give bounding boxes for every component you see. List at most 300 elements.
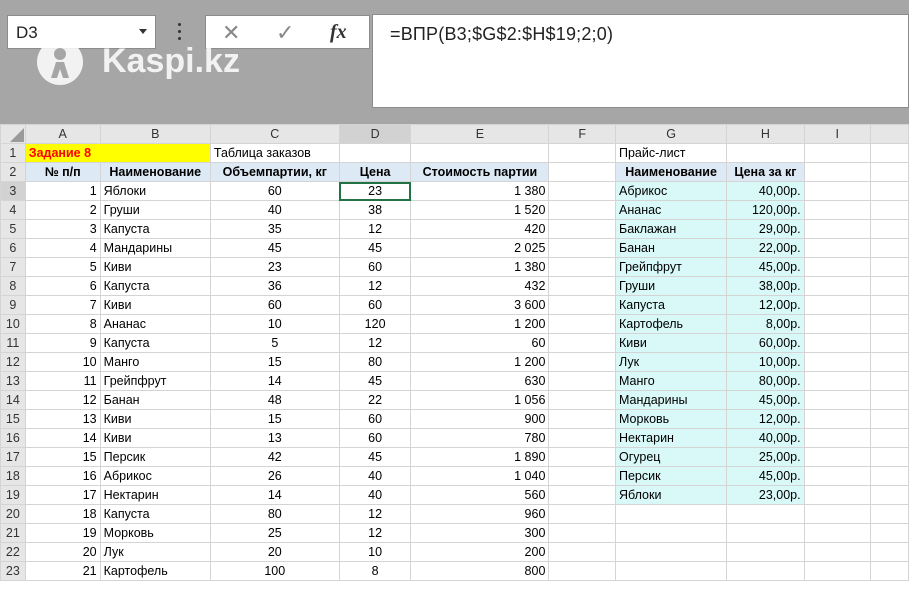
- cell[interactable]: [549, 315, 616, 334]
- price-name-cell[interactable]: Капуста: [616, 296, 727, 315]
- row-header[interactable]: 9: [1, 296, 26, 315]
- order-cost-cell[interactable]: 2 025: [411, 239, 549, 258]
- sheet-row: [1, 258, 909, 277]
- order-name-cell[interactable]: Груши: [100, 201, 210, 220]
- cell[interactable]: [549, 448, 616, 467]
- row-header[interactable]: 10: [1, 315, 26, 334]
- price-value-cell[interactable]: 10,00р.: [727, 353, 804, 372]
- cell[interactable]: [549, 163, 616, 182]
- row-header[interactable]: 20: [1, 505, 26, 524]
- order-name-cell[interactable]: Абрикос: [100, 467, 210, 486]
- cell[interactable]: [804, 182, 870, 201]
- order-cost-cell[interactable]: 960: [411, 505, 549, 524]
- order-qty-cell[interactable]: 60: [210, 296, 339, 315]
- cell[interactable]: [549, 239, 616, 258]
- order-number-cell[interactable]: 13: [25, 410, 100, 429]
- column-header-a[interactable]: A: [25, 125, 100, 144]
- order-cost-cell[interactable]: 3 600: [411, 296, 549, 315]
- row-header[interactable]: 17: [1, 448, 26, 467]
- price-header-cell[interactable]: Наименование: [616, 163, 727, 182]
- sheet-row: [1, 296, 909, 315]
- price-value-cell[interactable]: 80,00р.: [727, 372, 804, 391]
- column-header-f[interactable]: F: [549, 125, 616, 144]
- sheet-row: [1, 239, 909, 258]
- cell[interactable]: [870, 277, 908, 296]
- order-qty-cell[interactable]: 13: [210, 429, 339, 448]
- sheet-row: [1, 163, 909, 182]
- row-header[interactable]: 3: [1, 182, 26, 201]
- cell[interactable]: [804, 429, 870, 448]
- sheet-row: [1, 353, 909, 372]
- order-price-cell[interactable]: 8: [339, 562, 411, 581]
- column-header-g[interactable]: G: [616, 125, 727, 144]
- sheet-row: [1, 391, 909, 410]
- order-cost-cell[interactable]: 1 380: [411, 182, 549, 201]
- order-qty-cell[interactable]: 14: [210, 486, 339, 505]
- cell[interactable]: [549, 296, 616, 315]
- order-number-cell[interactable]: 8: [25, 315, 100, 334]
- price-name-cell[interactable]: Персик: [616, 467, 727, 486]
- order-cost-cell[interactable]: 60: [411, 334, 549, 353]
- order-number-cell[interactable]: 3: [25, 220, 100, 239]
- cell[interactable]: [727, 562, 804, 581]
- order-price-cell[interactable]: 60: [339, 296, 411, 315]
- cell[interactable]: [339, 144, 411, 163]
- price-name-cell[interactable]: Банан: [616, 239, 727, 258]
- price-name-cell[interactable]: Баклажан: [616, 220, 727, 239]
- cell[interactable]: [549, 353, 616, 372]
- orders-header-cell[interactable]: Стоимость партии: [411, 163, 549, 182]
- order-name-cell[interactable]: Персик: [100, 448, 210, 467]
- cell[interactable]: [870, 505, 908, 524]
- order-cost-cell[interactable]: 900: [411, 410, 549, 429]
- cell[interactable]: [870, 543, 908, 562]
- price-name-cell[interactable]: Абрикос: [616, 182, 727, 201]
- order-price-cell[interactable]: 45: [339, 372, 411, 391]
- cell[interactable]: [870, 467, 908, 486]
- sheet-row: [1, 144, 909, 163]
- order-number-cell[interactable]: 9: [25, 334, 100, 353]
- sheet-row: [1, 448, 909, 467]
- order-number-cell[interactable]: 4: [25, 239, 100, 258]
- row-header[interactable]: 23: [1, 562, 26, 581]
- price-value-cell[interactable]: 8,00р.: [727, 315, 804, 334]
- price-value-cell[interactable]: 29,00р.: [727, 220, 804, 239]
- row-header[interactable]: 16: [1, 429, 26, 448]
- sheet-row: [1, 201, 909, 220]
- cell[interactable]: [616, 543, 727, 562]
- order-number-cell[interactable]: 5: [25, 258, 100, 277]
- cell[interactable]: [616, 505, 727, 524]
- price-list-title[interactable]: Прайс-лист: [616, 144, 727, 163]
- price-value-cell[interactable]: 45,00р.: [727, 467, 804, 486]
- cell[interactable]: [870, 353, 908, 372]
- cell[interactable]: [870, 562, 908, 581]
- cell[interactable]: [727, 505, 804, 524]
- order-qty-cell[interactable]: 14: [210, 372, 339, 391]
- column-header-b[interactable]: B: [100, 125, 210, 144]
- column-header-d[interactable]: D: [339, 125, 411, 144]
- order-number-cell[interactable]: 6: [25, 277, 100, 296]
- price-value-cell[interactable]: 40,00р.: [727, 429, 804, 448]
- order-name-cell[interactable]: Морковь: [100, 524, 210, 543]
- sheet-row: [1, 334, 909, 353]
- column-header-e[interactable]: E: [411, 125, 549, 144]
- price-value-cell[interactable]: 12,00р.: [727, 410, 804, 429]
- price-name-cell[interactable]: Лук: [616, 353, 727, 372]
- cell[interactable]: [549, 467, 616, 486]
- order-price-cell[interactable]: 12: [339, 220, 411, 239]
- price-value-cell[interactable]: 23,00р.: [727, 486, 804, 505]
- cell[interactable]: [616, 562, 727, 581]
- cell[interactable]: [804, 258, 870, 277]
- price-value-cell[interactable]: 45,00р.: [727, 391, 804, 410]
- order-number-cell[interactable]: 16: [25, 467, 100, 486]
- order-price-cell[interactable]: 12: [339, 524, 411, 543]
- orders-table-title[interactable]: Таблица заказов: [210, 144, 339, 163]
- cell[interactable]: [804, 524, 870, 543]
- order-cost-cell[interactable]: 1 056: [411, 391, 549, 410]
- cell[interactable]: [804, 543, 870, 562]
- order-name-cell[interactable]: Мандарины: [100, 239, 210, 258]
- cell-grid[interactable]: [0, 124, 909, 581]
- order-name-cell[interactable]: Киви: [100, 296, 210, 315]
- cell[interactable]: [727, 524, 804, 543]
- order-name-cell[interactable]: Картофель: [100, 562, 210, 581]
- column-header-c[interactable]: C: [210, 125, 339, 144]
- order-price-cell[interactable]: 45: [339, 448, 411, 467]
- active-cell[interactable]: 23: [339, 182, 411, 201]
- column-header-row: [1, 125, 909, 144]
- insert-function-icon[interactable]: fx: [330, 21, 347, 43]
- cell[interactable]: [804, 448, 870, 467]
- cell[interactable]: [870, 163, 908, 182]
- order-qty-cell[interactable]: 80: [210, 505, 339, 524]
- cell[interactable]: [549, 182, 616, 201]
- cell[interactable]: [549, 144, 616, 163]
- sheet-row: [1, 467, 909, 486]
- sheet-row: [1, 277, 909, 296]
- sheet-row: [1, 410, 909, 429]
- row-header[interactable]: 15: [1, 410, 26, 429]
- order-name-cell[interactable]: Лук: [100, 543, 210, 562]
- row-header[interactable]: 11: [1, 334, 26, 353]
- orders-header-cell[interactable]: Наименование: [100, 163, 210, 182]
- price-name-cell[interactable]: Мандарины: [616, 391, 727, 410]
- order-qty-cell[interactable]: 23: [210, 258, 339, 277]
- order-qty-cell[interactable]: 36: [210, 277, 339, 296]
- order-number-cell[interactable]: 1: [25, 182, 100, 201]
- order-cost-cell[interactable]: 1 200: [411, 315, 549, 334]
- order-price-cell[interactable]: 80: [339, 353, 411, 372]
- sheet-row: [1, 315, 909, 334]
- cell[interactable]: [549, 258, 616, 277]
- order-number-cell[interactable]: 7: [25, 296, 100, 315]
- order-name-cell[interactable]: Капуста: [100, 505, 210, 524]
- cell[interactable]: [616, 524, 727, 543]
- kaspi-logo-icon: [36, 38, 84, 86]
- order-cost-cell[interactable]: 300: [411, 524, 549, 543]
- cell[interactable]: [870, 486, 908, 505]
- order-number-cell[interactable]: 11: [25, 372, 100, 391]
- price-value-cell[interactable]: 60,00р.: [727, 334, 804, 353]
- order-price-cell[interactable]: 40: [339, 467, 411, 486]
- order-number-cell[interactable]: 2: [25, 201, 100, 220]
- cell[interactable]: [804, 391, 870, 410]
- order-cost-cell[interactable]: 1 200: [411, 353, 549, 372]
- price-name-cell[interactable]: Ананас: [616, 201, 727, 220]
- order-cost-cell[interactable]: 1 040: [411, 467, 549, 486]
- order-name-cell[interactable]: Нектарин: [100, 486, 210, 505]
- price-value-cell[interactable]: 25,00р.: [727, 448, 804, 467]
- cell[interactable]: [804, 372, 870, 391]
- sheet-row: [1, 486, 909, 505]
- cell[interactable]: [549, 429, 616, 448]
- row-header[interactable]: 4: [1, 201, 26, 220]
- order-cost-cell[interactable]: 780: [411, 429, 549, 448]
- row-header[interactable]: 5: [1, 220, 26, 239]
- order-name-cell[interactable]: Ананас: [100, 315, 210, 334]
- cell[interactable]: [549, 277, 616, 296]
- order-qty-cell[interactable]: 35: [210, 220, 339, 239]
- order-number-cell[interactable]: 18: [25, 505, 100, 524]
- row-header[interactable]: 18: [1, 467, 26, 486]
- cell[interactable]: [549, 562, 616, 581]
- row-header[interactable]: 19: [1, 486, 26, 505]
- row-header[interactable]: 1: [1, 144, 26, 163]
- cell[interactable]: [870, 144, 908, 163]
- cell[interactable]: [870, 239, 908, 258]
- formula-input[interactable]: [372, 14, 909, 108]
- order-name-cell[interactable]: Грейпфрут: [100, 372, 210, 391]
- order-cost-cell[interactable]: 420: [411, 220, 549, 239]
- order-price-cell[interactable]: 60: [339, 429, 411, 448]
- cell[interactable]: [804, 144, 870, 163]
- order-price-cell[interactable]: 22: [339, 391, 411, 410]
- row-header[interactable]: 13: [1, 372, 26, 391]
- row-header[interactable]: 12: [1, 353, 26, 372]
- order-qty-cell[interactable]: 10: [210, 315, 339, 334]
- order-cost-cell[interactable]: 200: [411, 543, 549, 562]
- order-price-cell[interactable]: 12: [339, 505, 411, 524]
- order-qty-cell[interactable]: 26: [210, 467, 339, 486]
- price-name-cell[interactable]: Манго: [616, 372, 727, 391]
- order-name-cell[interactable]: Киви: [100, 429, 210, 448]
- price-name-cell[interactable]: Нектарин: [616, 429, 727, 448]
- order-qty-cell[interactable]: 42: [210, 448, 339, 467]
- order-qty-cell[interactable]: 15: [210, 353, 339, 372]
- spreadsheet-grid[interactable]: [0, 124, 909, 601]
- row-header[interactable]: 8: [1, 277, 26, 296]
- cell[interactable]: [870, 220, 908, 239]
- cell[interactable]: [804, 315, 870, 334]
- sheet-row: [1, 372, 909, 391]
- sheet-row: [1, 524, 909, 543]
- order-qty-cell[interactable]: 48: [210, 391, 339, 410]
- row-header[interactable]: 21: [1, 524, 26, 543]
- cell[interactable]: [804, 201, 870, 220]
- price-name-cell[interactable]: Киви: [616, 334, 727, 353]
- order-qty-cell[interactable]: 40: [210, 201, 339, 220]
- cell[interactable]: [804, 505, 870, 524]
- row-header[interactable]: 22: [1, 543, 26, 562]
- order-price-cell[interactable]: 40: [339, 486, 411, 505]
- order-name-cell[interactable]: Яблоки: [100, 182, 210, 201]
- order-name-cell[interactable]: Капуста: [100, 220, 210, 239]
- cell[interactable]: [411, 144, 549, 163]
- formula-bar-area: [0, 0, 909, 124]
- cell[interactable]: [870, 182, 908, 201]
- order-cost-cell[interactable]: 1 380: [411, 258, 549, 277]
- sheet-row: [1, 543, 909, 562]
- cell[interactable]: [727, 144, 804, 163]
- cell[interactable]: [870, 524, 908, 543]
- cell[interactable]: [870, 372, 908, 391]
- order-price-cell[interactable]: 38: [339, 201, 411, 220]
- price-name-cell[interactable]: Морковь: [616, 410, 727, 429]
- order-cost-cell[interactable]: 630: [411, 372, 549, 391]
- orders-header-cell[interactable]: № п/п: [25, 163, 100, 182]
- orders-header-cell[interactable]: Цена: [339, 163, 411, 182]
- task-label[interactable]: Задание 8: [25, 144, 210, 163]
- price-value-cell[interactable]: 45,00р.: [727, 258, 804, 277]
- cell[interactable]: [804, 562, 870, 581]
- cell[interactable]: [870, 201, 908, 220]
- cell[interactable]: [870, 334, 908, 353]
- order-number-cell[interactable]: 10: [25, 353, 100, 372]
- order-price-cell[interactable]: 60: [339, 410, 411, 429]
- cell[interactable]: [870, 410, 908, 429]
- cell[interactable]: [870, 315, 908, 334]
- order-number-cell[interactable]: 15: [25, 448, 100, 467]
- price-name-cell[interactable]: Грейпфрут: [616, 258, 727, 277]
- cell[interactable]: [804, 277, 870, 296]
- order-qty-cell[interactable]: 5: [210, 334, 339, 353]
- order-price-cell[interactable]: 12: [339, 334, 411, 353]
- order-name-cell[interactable]: Киви: [100, 410, 210, 429]
- cell[interactable]: [727, 543, 804, 562]
- row-header[interactable]: 2: [1, 163, 26, 182]
- row-header[interactable]: 6: [1, 239, 26, 258]
- enter-icon[interactable]: ✓: [276, 20, 295, 45]
- sheet-row: [1, 220, 909, 239]
- cell[interactable]: [549, 334, 616, 353]
- price-header-cell[interactable]: Цена за кг: [727, 163, 804, 182]
- price-name-cell[interactable]: Яблоки: [616, 486, 727, 505]
- order-number-cell[interactable]: 20: [25, 543, 100, 562]
- cell[interactable]: [870, 429, 908, 448]
- cell[interactable]: [870, 296, 908, 315]
- cell[interactable]: [804, 239, 870, 258]
- order-price-cell[interactable]: 45: [339, 239, 411, 258]
- cell[interactable]: [549, 391, 616, 410]
- sheet-row: [1, 505, 909, 524]
- cell[interactable]: [804, 353, 870, 372]
- row-header[interactable]: 7: [1, 258, 26, 277]
- price-value-cell[interactable]: 38,00р.: [727, 277, 804, 296]
- order-number-cell[interactable]: 19: [25, 524, 100, 543]
- name-box-value: D3: [16, 23, 38, 42]
- order-cost-cell[interactable]: 560: [411, 486, 549, 505]
- price-name-cell[interactable]: Груши: [616, 277, 727, 296]
- order-price-cell[interactable]: 12: [339, 277, 411, 296]
- cell[interactable]: [804, 410, 870, 429]
- cell[interactable]: [804, 334, 870, 353]
- price-name-cell[interactable]: Картофель: [616, 315, 727, 334]
- price-name-cell[interactable]: Огурец: [616, 448, 727, 467]
- order-price-cell[interactable]: 60: [339, 258, 411, 277]
- order-cost-cell[interactable]: 432: [411, 277, 549, 296]
- cell[interactable]: [549, 220, 616, 239]
- order-qty-cell[interactable]: 15: [210, 410, 339, 429]
- column-header-j[interactable]: [870, 125, 908, 144]
- order-qty-cell[interactable]: 100: [210, 562, 339, 581]
- price-value-cell[interactable]: 120,00р.: [727, 201, 804, 220]
- sheet-row: [1, 429, 909, 448]
- sheet-row: [1, 562, 909, 581]
- cell[interactable]: [804, 467, 870, 486]
- more-options-icon[interactable]: [176, 20, 184, 44]
- price-value-cell[interactable]: 22,00р.: [727, 239, 804, 258]
- cell[interactable]: [804, 163, 870, 182]
- order-price-cell[interactable]: 120: [339, 315, 411, 334]
- cell[interactable]: [549, 201, 616, 220]
- cell[interactable]: [804, 296, 870, 315]
- cell[interactable]: [549, 410, 616, 429]
- order-cost-cell[interactable]: 1 890: [411, 448, 549, 467]
- order-cost-cell[interactable]: 1 520: [411, 201, 549, 220]
- watermark-text: Kaspi.kz: [102, 42, 240, 80]
- order-qty-cell[interactable]: 45: [210, 239, 339, 258]
- cell[interactable]: [804, 486, 870, 505]
- order-cost-cell[interactable]: 800: [411, 562, 549, 581]
- cancel-icon[interactable]: ✕: [222, 20, 241, 45]
- order-number-cell[interactable]: 17: [25, 486, 100, 505]
- order-qty-cell[interactable]: 60: [210, 182, 339, 201]
- cell[interactable]: [870, 391, 908, 410]
- cell[interactable]: [549, 486, 616, 505]
- order-name-cell[interactable]: Капуста: [100, 334, 210, 353]
- select-all-corner[interactable]: [1, 125, 26, 144]
- cell[interactable]: [870, 258, 908, 277]
- column-header-h[interactable]: H: [727, 125, 804, 144]
- column-header-i[interactable]: I: [804, 125, 870, 144]
- chevron-down-icon[interactable]: [139, 29, 147, 34]
- cell[interactable]: [804, 220, 870, 239]
- price-value-cell[interactable]: 12,00р.: [727, 296, 804, 315]
- cell[interactable]: [549, 543, 616, 562]
- order-qty-cell[interactable]: 20: [210, 543, 339, 562]
- orders-header-cell[interactable]: Объемпартии, кг: [210, 163, 339, 182]
- order-name-cell[interactable]: Банан: [100, 391, 210, 410]
- order-number-cell[interactable]: 21: [25, 562, 100, 581]
- order-price-cell[interactable]: 10: [339, 543, 411, 562]
- cell[interactable]: [870, 448, 908, 467]
- order-name-cell[interactable]: Киви: [100, 258, 210, 277]
- sheet-row: [1, 182, 909, 201]
- formula-text: =ВПР(B3;$G$2:$H$19;2;0): [390, 24, 614, 44]
- order-number-cell[interactable]: 14: [25, 429, 100, 448]
- cell[interactable]: [549, 524, 616, 543]
- order-name-cell[interactable]: Капуста: [100, 277, 210, 296]
- cell[interactable]: [549, 372, 616, 391]
- price-value-cell[interactable]: 40,00р.: [727, 182, 804, 201]
- order-qty-cell[interactable]: 25: [210, 524, 339, 543]
- order-number-cell[interactable]: 12: [25, 391, 100, 410]
- order-name-cell[interactable]: Манго: [100, 353, 210, 372]
- row-header[interactable]: 14: [1, 391, 26, 410]
- cell[interactable]: [549, 505, 616, 524]
